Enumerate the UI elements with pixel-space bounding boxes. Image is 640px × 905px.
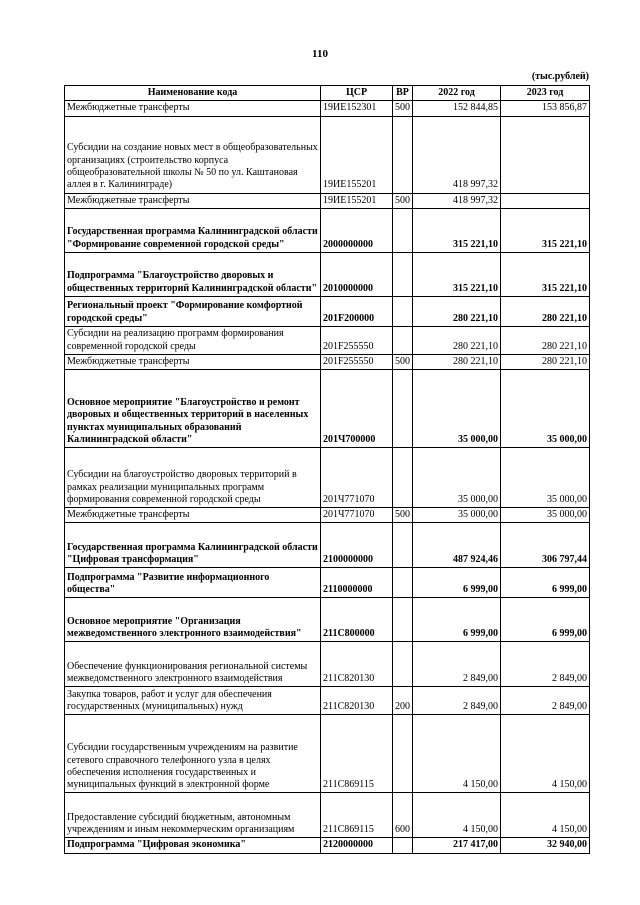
row-2023: 35 000,00 bbox=[501, 448, 590, 508]
row-vr: 500 bbox=[393, 101, 413, 116]
row-2022: 152 844,85 bbox=[413, 101, 501, 116]
table-row bbox=[65, 838, 590, 853]
row-vr bbox=[393, 838, 413, 853]
row-name: Обеспечение функционирования региональной системы межведомственного электронного взаимодействия bbox=[65, 642, 321, 687]
row-name: Межбюджетные трансферты bbox=[65, 354, 321, 369]
row-2022: 4 150,00 bbox=[413, 793, 501, 838]
row-2022: 35 000,00 bbox=[413, 448, 501, 508]
row-2022: 280 221,10 bbox=[413, 326, 501, 354]
row-csr: 211С869115 bbox=[321, 793, 393, 838]
table-row bbox=[65, 101, 590, 116]
row-csr: 211С820130 bbox=[321, 642, 393, 687]
row-vr bbox=[393, 116, 413, 193]
row-name: Государственная программа Калининградской области "Цифровая трансформация" bbox=[65, 523, 321, 568]
row-vr: 200 bbox=[393, 687, 413, 715]
table-header-row bbox=[65, 86, 590, 101]
header-2023: 2023 год bbox=[501, 86, 590, 101]
row-2022: 418 997,32 bbox=[413, 193, 501, 208]
row-2023: 153 856,87 bbox=[501, 101, 590, 116]
row-name: Субсидии на благоустройство дворовых территорий в рамках реализации муниципальных программ формирования современной городской среды bbox=[65, 448, 321, 508]
row-csr: 2110000000 bbox=[321, 568, 393, 598]
row-vr bbox=[393, 642, 413, 687]
row-vr bbox=[393, 370, 413, 448]
row-csr: 201F200000 bbox=[321, 296, 393, 326]
row-name: Основное мероприятие "Благоустройство и ремонт дворовых и общественных территорий в населенных пунктах муниципальных образований Калининградской области" bbox=[65, 370, 321, 448]
row-name: Межбюджетные трансферты bbox=[65, 508, 321, 523]
row-vr bbox=[393, 448, 413, 508]
row-csr: 201Ч771070 bbox=[321, 448, 393, 508]
row-csr: 2100000000 bbox=[321, 523, 393, 568]
row-2022: 35 000,00 bbox=[413, 370, 501, 448]
page-number: 110 bbox=[312, 48, 328, 60]
row-vr bbox=[393, 523, 413, 568]
table-row bbox=[65, 523, 590, 568]
table-row bbox=[65, 715, 590, 793]
table-row bbox=[65, 193, 590, 208]
row-name: Подпрограмма "Цифровая экономика" bbox=[65, 838, 321, 853]
row-vr bbox=[393, 715, 413, 793]
row-2023: 4 150,00 bbox=[501, 715, 590, 793]
row-2022: 6 999,00 bbox=[413, 568, 501, 598]
row-2023: 35 000,00 bbox=[501, 508, 590, 523]
row-2023: 280 221,10 bbox=[501, 296, 590, 326]
table-row bbox=[65, 370, 590, 448]
table-row bbox=[65, 687, 590, 715]
table-row bbox=[65, 354, 590, 369]
row-name: Субсидии на создание новых мест в общеобразовательных организациях (строительство корпуса общеобразовательной школы № 50 по ул. Каштановая аллея в г. Калининграде) bbox=[65, 116, 321, 193]
header-2022: 2022 год bbox=[413, 86, 501, 101]
units-label: (тыс.рублей) bbox=[531, 71, 589, 82]
row-2022: 280 221,10 bbox=[413, 296, 501, 326]
row-csr: 2000000000 bbox=[321, 208, 393, 252]
row-csr: 211С800000 bbox=[321, 598, 393, 642]
row-2022: 35 000,00 bbox=[413, 508, 501, 523]
row-2023: 280 221,10 bbox=[501, 326, 590, 354]
header-csr: ЦСР bbox=[321, 86, 393, 101]
row-2023: 306 797,44 bbox=[501, 523, 590, 568]
row-csr: 201Ч700000 bbox=[321, 370, 393, 448]
row-2023: 280 221,10 bbox=[501, 354, 590, 369]
row-vr: 600 bbox=[393, 793, 413, 838]
table-row bbox=[65, 116, 590, 193]
row-2023: 32 940,00 bbox=[501, 838, 590, 853]
row-2023: 315 221,10 bbox=[501, 252, 590, 296]
row-name: Субсидии государственным учреждениям на развитие сетевого справочного телефонного узла в целях обеспечения исполнения государственных и муниципальных функций в электронной форме bbox=[65, 715, 321, 793]
row-name: Межбюджетные трансферты bbox=[65, 193, 321, 208]
row-csr: 19ИЕ155201 bbox=[321, 193, 393, 208]
row-2023: 315 221,10 bbox=[501, 208, 590, 252]
row-csr: 201F255550 bbox=[321, 326, 393, 354]
row-vr bbox=[393, 568, 413, 598]
table-row bbox=[65, 208, 590, 252]
row-2022: 487 924,46 bbox=[413, 523, 501, 568]
row-2023: 4 150,00 bbox=[501, 793, 590, 838]
row-2022: 217 417,00 bbox=[413, 838, 501, 853]
row-vr: 500 bbox=[393, 508, 413, 523]
table-row bbox=[65, 296, 590, 326]
row-2023: 6 999,00 bbox=[501, 568, 590, 598]
row-csr: 211С869115 bbox=[321, 715, 393, 793]
table-row bbox=[65, 326, 590, 354]
row-name: Субсидии на реализацию программ формирования современной городской среды bbox=[65, 326, 321, 354]
header-vr: ВР bbox=[393, 86, 413, 101]
table-row bbox=[65, 642, 590, 687]
row-csr: 211С820130 bbox=[321, 687, 393, 715]
row-name: Подпрограмма "Развитие информационного общества" bbox=[65, 568, 321, 598]
table-row bbox=[65, 252, 590, 296]
row-csr: 2010000000 bbox=[321, 252, 393, 296]
row-2023: 35 000,00 bbox=[501, 370, 590, 448]
row-2022: 315 221,10 bbox=[413, 208, 501, 252]
row-2023: 6 999,00 bbox=[501, 598, 590, 642]
row-2022: 6 999,00 bbox=[413, 598, 501, 642]
row-csr: 2120000000 bbox=[321, 838, 393, 853]
row-vr bbox=[393, 326, 413, 354]
row-2022: 315 221,10 bbox=[413, 252, 501, 296]
row-2023: 2 849,00 bbox=[501, 642, 590, 687]
row-name: Государственная программа Калининградской области "Формирование современной городской среды" bbox=[65, 208, 321, 252]
row-name: Региональный проект "Формирование комфортной городской среды" bbox=[65, 296, 321, 326]
row-vr bbox=[393, 296, 413, 326]
row-name: Подпрограмма "Благоустройство дворовых и общественных территорий Калининградской области" bbox=[65, 252, 321, 296]
row-name: Межбюджетные трансферты bbox=[65, 101, 321, 116]
row-csr: 201F255550 bbox=[321, 354, 393, 369]
row-name: Предоставление субсидий бюджетным, автономным учреждениям и иным некоммерческим организациям bbox=[65, 793, 321, 838]
row-2022: 280 221,10 bbox=[413, 354, 501, 369]
table-row bbox=[65, 568, 590, 598]
row-name: Закупка товаров, работ и услуг для обеспечения государственных (муниципальных) нужд bbox=[65, 687, 321, 715]
row-vr bbox=[393, 252, 413, 296]
row-2022: 418 997,32 bbox=[413, 116, 501, 193]
table-row bbox=[65, 793, 590, 838]
header-name: Наименование кода bbox=[65, 86, 321, 101]
row-csr: 201Ч771070 bbox=[321, 508, 393, 523]
row-csr: 19ИЕ152301 bbox=[321, 101, 393, 116]
row-2023: 2 849,00 bbox=[501, 687, 590, 715]
table-row bbox=[65, 508, 590, 523]
row-2022: 4 150,00 bbox=[413, 715, 501, 793]
row-csr: 19ИЕ155201 bbox=[321, 116, 393, 193]
row-vr bbox=[393, 208, 413, 252]
table-row bbox=[65, 448, 590, 508]
row-vr: 500 bbox=[393, 193, 413, 208]
row-2022: 2 849,00 bbox=[413, 687, 501, 715]
table-row bbox=[65, 598, 590, 642]
row-2023 bbox=[501, 116, 590, 193]
row-name: Основное мероприятие "Организация межведомственного электронного взаимодействия" bbox=[65, 598, 321, 642]
row-2022: 2 849,00 bbox=[413, 642, 501, 687]
row-vr bbox=[393, 598, 413, 642]
row-vr: 500 bbox=[393, 354, 413, 369]
row-2023 bbox=[501, 193, 590, 208]
budget-table bbox=[64, 85, 590, 854]
